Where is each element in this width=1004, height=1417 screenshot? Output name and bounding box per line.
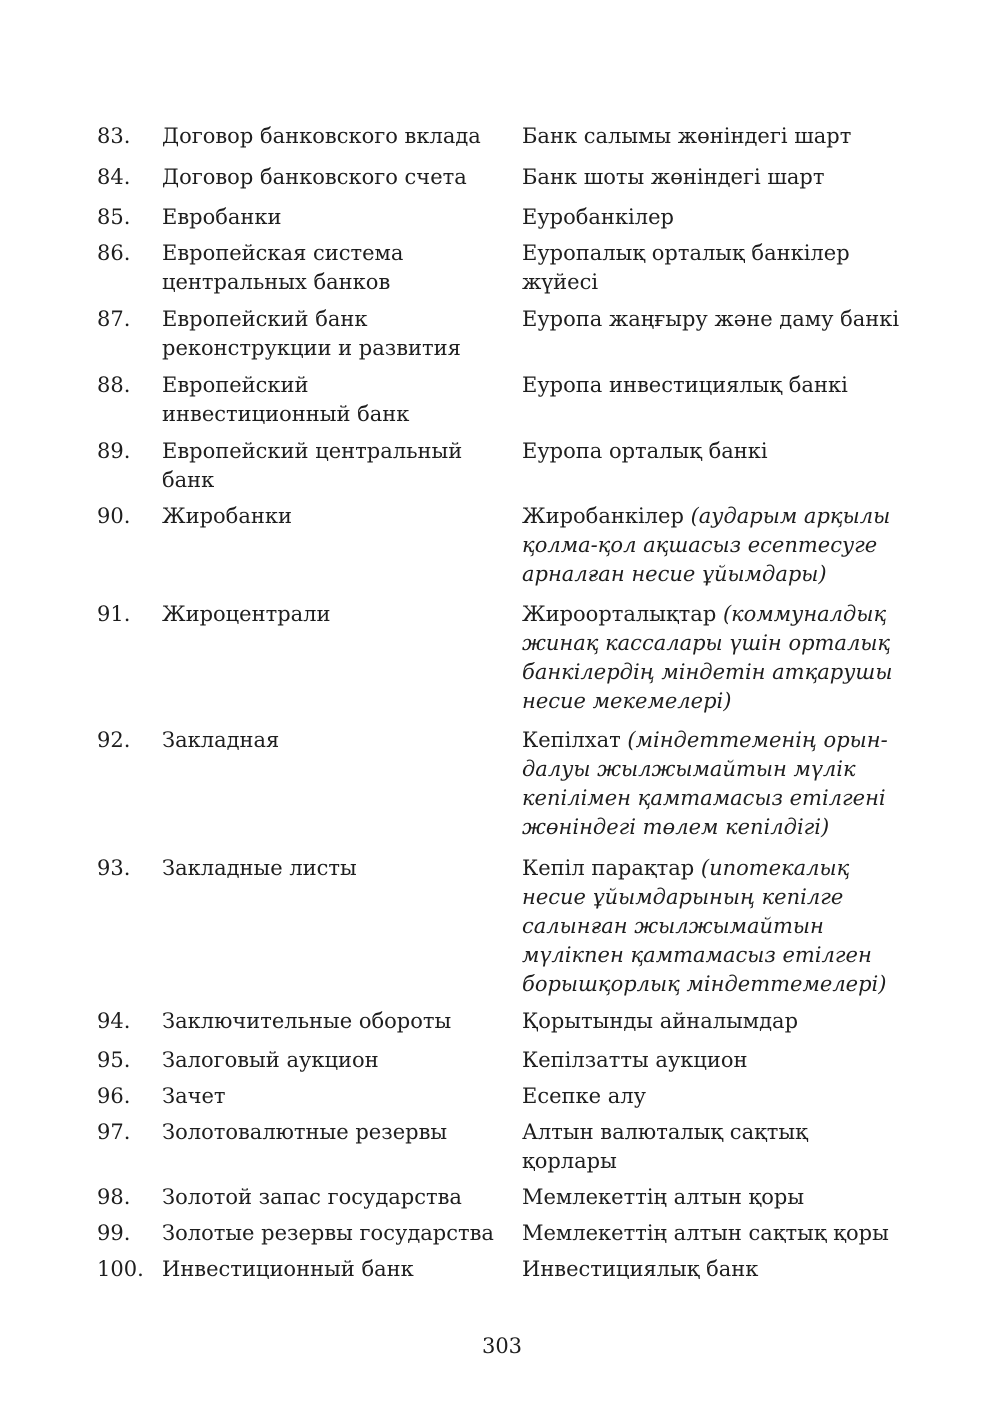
entry-number: 89. [97, 439, 131, 463]
term-kazakh-text: Еуропа орталық банкі [522, 439, 768, 463]
entry-number: 95. [97, 1048, 131, 1072]
term-kazakh-text: Мемлекеттің алтын қоры [522, 1185, 805, 1209]
term-kazakh [522, 203, 917, 232]
term-russian: Евробанки [162, 205, 282, 229]
glossary-entry [97, 600, 917, 716]
glossary-entry [97, 371, 917, 429]
term-russian: Европейский банк реконструкции и развития [162, 307, 461, 360]
term-kazakh-text: Кепілхат [522, 728, 628, 752]
term-kazakh-text: Банк шоты жөніндегі шарт [522, 165, 825, 189]
term-kazakh [522, 437, 917, 466]
term-kazakh-text: Инвестициялық банк [522, 1257, 759, 1281]
term-russian: Заключительные обороты [162, 1009, 452, 1033]
term-kazakh [522, 1046, 917, 1075]
term-kazakh [522, 1118, 917, 1176]
entry-number: 87. [97, 307, 131, 331]
term-russian: Инвестиционный банк [162, 1257, 414, 1281]
term-kazakh [522, 726, 917, 842]
glossary-entry [97, 854, 917, 999]
term-russian: Договор банковского счета [162, 165, 467, 189]
glossary-list [97, 122, 917, 1284]
term-kazakh [522, 163, 917, 192]
term-russian: Золотой запас государства [162, 1185, 462, 1209]
term-kazakh [522, 239, 917, 297]
term-russian: Зачет [162, 1084, 226, 1108]
term-russian: Залоговый аукцион [162, 1048, 379, 1072]
term-kazakh-text: Банк салымы жөніндегі шарт [522, 124, 852, 148]
entry-number: 91. [97, 602, 131, 626]
entry-number: 92. [97, 728, 131, 752]
entry-number: 98. [97, 1185, 131, 1209]
term-russian: Договор банковского вклада [162, 124, 481, 148]
term-kazakh-text: Есепке алу [522, 1084, 646, 1108]
term-russian: Европейский инвестиционный банк [162, 373, 410, 426]
term-russian: Европейская система центральных банков [162, 241, 404, 294]
term-russian: Закладные листы [162, 856, 357, 880]
glossary-entry [97, 239, 917, 297]
term-kazakh-text: Еуропалық орталық банкілер жүйесі [522, 241, 850, 294]
term-kazakh [522, 371, 917, 400]
entry-number: 90. [97, 504, 131, 528]
term-russian: Жироцентрали [162, 602, 331, 626]
term-kazakh [522, 1082, 917, 1111]
entry-number: 86. [97, 241, 131, 265]
entry-number: 85. [97, 205, 131, 229]
glossary-entry [97, 203, 917, 232]
glossary-entry [97, 1183, 917, 1212]
term-kazakh-text: Жиробанкілер [522, 504, 691, 528]
term-explanation: (аударым арқылы қолма-қол ақшасыз есептесуге арналған несие ұйымдары) [522, 504, 891, 586]
term-kazakh-text: Қорытынды айналымдар [522, 1009, 799, 1033]
entry-number: 88. [97, 373, 131, 397]
entry-number: 100. [97, 1257, 144, 1281]
entry-number: 97. [97, 1120, 131, 1144]
term-russian: Золотые резервы государства [162, 1221, 494, 1245]
glossary-entry [97, 437, 917, 495]
entry-number: 93. [97, 856, 131, 880]
term-kazakh-text: Кепіл парақтар [522, 856, 701, 880]
term-kazakh [522, 1255, 917, 1284]
term-kazakh [522, 1007, 917, 1036]
term-russian: Золотовалютные резервы [162, 1120, 448, 1144]
term-kazakh [522, 1219, 917, 1248]
term-russian: Жиробанки [162, 504, 292, 528]
term-kazakh-text: Еуропа жаңғыру және даму банкі [522, 307, 900, 331]
term-russian: Европейский центральный банк [162, 439, 463, 492]
glossary-entry [97, 163, 917, 192]
term-explanation: (ипотекалық несие ұйымдарының кепілге салынған жылжымайтын мүлікпен қамтамасыз етілген борышқорлық міндеттемелері) [522, 856, 887, 996]
term-kazakh-text: Алтын валюталық сақтық қорлары [522, 1120, 808, 1173]
term-kazakh-text: Жироорталықтар [522, 602, 723, 626]
term-kazakh [522, 305, 917, 334]
entry-number: 84. [97, 165, 131, 189]
term-kazakh-text: Еуропа инвестициялық банкі [522, 373, 848, 397]
entry-number: 96. [97, 1084, 131, 1108]
entry-number: 94. [97, 1009, 131, 1033]
term-explanation: (коммуналдық жинақ кассалары үшін орталық банкілердің міндетін атқарушы несие мекемелері) [522, 602, 893, 713]
glossary-entry [97, 1219, 917, 1248]
term-kazakh-text: Еуробанкілер [522, 205, 674, 229]
glossary-entry [97, 122, 917, 151]
page-number: 303 [481, 1334, 523, 1358]
term-kazakh [522, 600, 917, 716]
term-kazakh [522, 1183, 917, 1212]
entry-number: 83. [97, 124, 131, 148]
term-kazakh [522, 122, 917, 151]
term-kazakh [522, 502, 917, 589]
glossary-entry [97, 1255, 917, 1284]
glossary-entry [97, 726, 917, 842]
term-kazakh-text: Мемлекеттің алтын сақтық қоры [522, 1221, 889, 1245]
glossary-entry [97, 1007, 917, 1036]
glossary-entry [97, 305, 917, 363]
term-explanation: (міндеттеменің орын- далуы жылжымайтын мүлік кепілімен қамтамасыз етілгені жөніндегі төлем кепілдігі) [522, 728, 888, 839]
glossary-entry [97, 1118, 917, 1176]
term-kazakh [522, 854, 917, 999]
glossary-entry [97, 1046, 917, 1075]
term-russian: Закладная [162, 728, 280, 752]
glossary-entry [97, 1082, 917, 1111]
term-kazakh-text: Кепілзатты аукцион [522, 1048, 748, 1072]
glossary-entry [97, 502, 917, 589]
entry-number: 99. [97, 1221, 131, 1245]
